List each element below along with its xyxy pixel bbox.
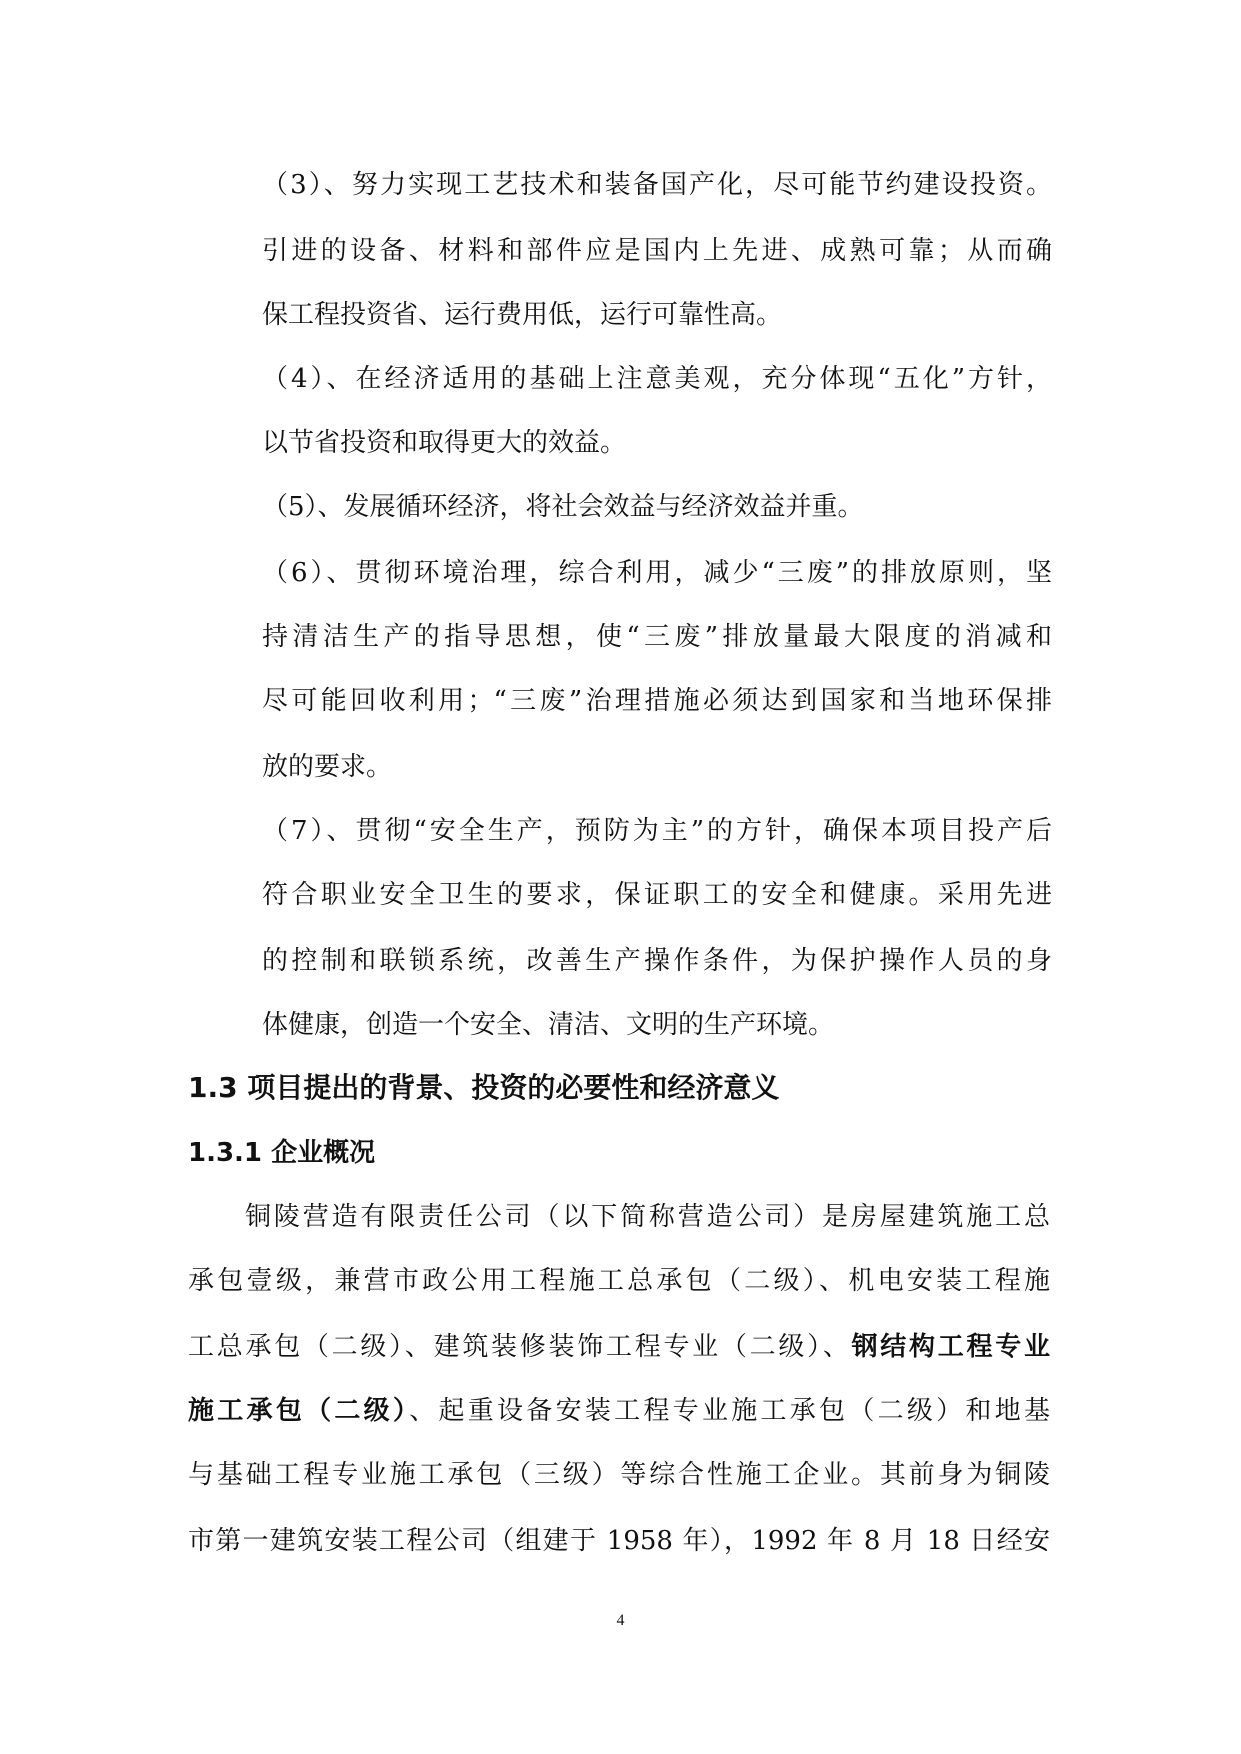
company-line-4-text: 、起重设备安装工程专业施工承包（二级）和地基 xyxy=(409,1396,1050,1426)
company-paragraph-line-1: 铜陵营造有限责任公司（以下简称营造公司）是房屋建筑施工总 xyxy=(245,1202,1050,1232)
item-7-line-1: （7）、贯彻“安全生产，预防为主”的方针，确保本项目投产后 xyxy=(262,816,1052,846)
item-6-line-1: （6）、贯彻环境治理，综合利用，减少“三废”的排放原则，坚 xyxy=(262,558,1052,588)
item-4-line-2: 以节省投资和取得更大的效益。 xyxy=(262,428,627,458)
item-7-line-4: 体健康，创造一个安全、清洁、文明的生产环境。 xyxy=(262,1010,835,1040)
company-paragraph-line-3 xyxy=(188,1330,1050,1364)
item-6-line-2: 持清洁生产的指导思想，使“三废”排放量最大限度的消减和 xyxy=(262,622,1052,652)
item-7-line-2: 符合职业安全卫生的要求，保证职工的安全和健康。采用先进 xyxy=(262,880,1052,910)
section-heading-1-3: 1.3 项目提出的背景、投资的必要性和经济意义 xyxy=(188,1071,780,1104)
item-5-line-1: （5）、发展循环经济，将社会效益与经济效益并重。 xyxy=(262,492,864,522)
company-line-3-text: 工总承包（二级）、建筑装修装饰工程专业（二级）、 xyxy=(188,1332,852,1362)
company-paragraph-line-4 xyxy=(188,1394,1050,1428)
company-paragraph-line-5: 与基础工程专业施工承包（三级）等综合性施工企业。其前身为铜陵 xyxy=(188,1460,1050,1490)
item-6-line-4: 放的要求。 xyxy=(262,752,393,782)
company-paragraph-line-2: 承包壹级，兼营市政公用工程施工总承包（二级）、机电安装工程施 xyxy=(188,1266,1050,1296)
item-4-line-1: （4）、在经济适用的基础上注意美观，充分体现“五化”方针， xyxy=(262,364,1052,394)
company-line-3-bold: 钢结构工程专业 xyxy=(851,1332,1050,1362)
page-number: 4 xyxy=(616,1612,625,1629)
item-6-line-3: 尽可能回收利用；“三废”治理措施必须达到国家和当地环保排 xyxy=(262,686,1052,716)
company-line-4-bold: 施工承包（二级） xyxy=(188,1396,410,1426)
company-paragraph-line-6: 市第一建筑安装工程公司（组建于 1958 年），1992 年 8 月 18 日经安 xyxy=(188,1526,1050,1556)
item-3-line-3: 保工程投资省、运行费用低，运行可靠性高。 xyxy=(262,300,783,330)
item-3-line-1: （3）、努力实现工艺技术和装备国产化，尽可能节约建设投资。 xyxy=(262,170,1052,200)
section-heading-1-3-1: 1.3.1 企业概况 xyxy=(188,1138,376,1168)
item-3-line-2: 引进的设备、材料和部件应是国内上先进、成熟可靠；从而确 xyxy=(262,236,1052,266)
item-7-line-3: 的控制和联锁系统，改善生产操作条件，为保护操作人员的身 xyxy=(262,946,1052,976)
